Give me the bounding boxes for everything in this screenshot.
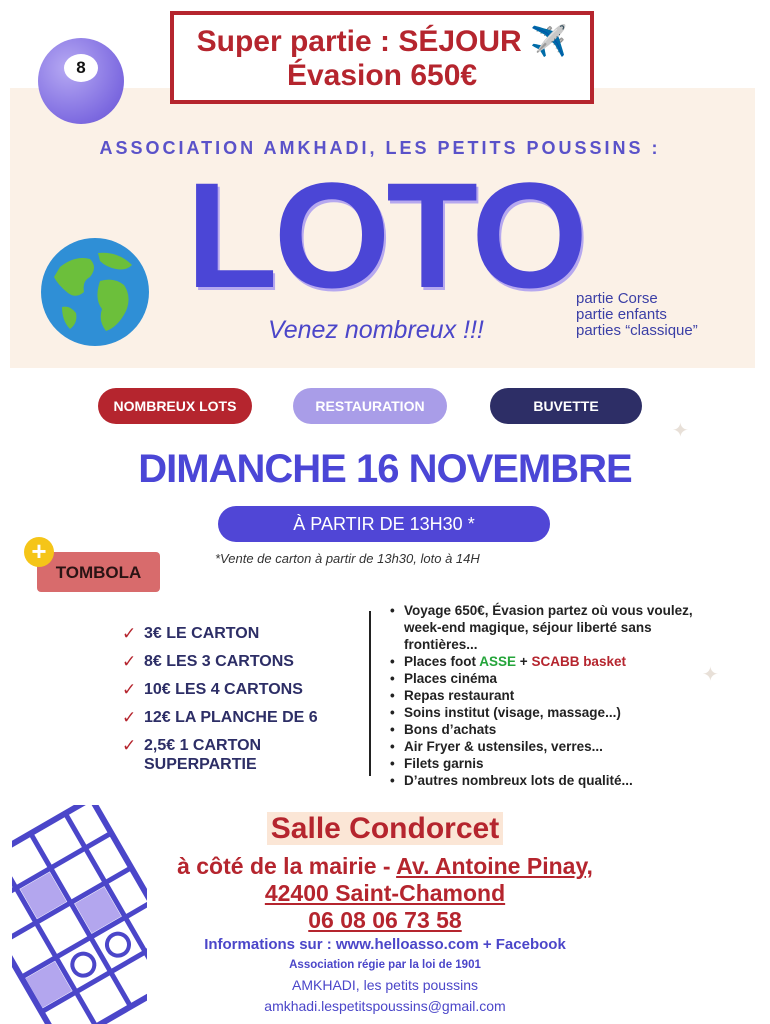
legal-line: Association régie par la loi de 1901 — [289, 959, 481, 971]
check-icon: ✓ — [122, 624, 137, 643]
organizer-name: AMKHADI, les petits poussins — [292, 977, 478, 993]
venue-label: Salle Condorcet — [267, 812, 503, 845]
list-item: • Filets garnis — [390, 755, 720, 772]
lots-list — [390, 602, 720, 789]
price-text: 10€ LES 4 CARTONS — [144, 681, 303, 698]
address-prefix: à côté de la mairie - — [177, 853, 397, 879]
venue-name — [0, 812, 770, 846]
list-item: • Soins institut (visage, massage...) — [390, 704, 720, 721]
venue-address — [0, 853, 770, 934]
sparkle-icon: ✦ — [672, 420, 689, 442]
plus-icon: + — [24, 537, 54, 567]
price-item — [122, 652, 352, 671]
partie-item: partie Corse — [576, 290, 658, 307]
info-line: Informations sur : www.helloasso.com + Facebook — [204, 936, 566, 953]
slogan: Venez nombreux !!! — [268, 316, 484, 344]
list-item: • Places foot ASSE + SCABB basket — [390, 653, 720, 670]
list-item: • Repas restaurant — [390, 687, 720, 704]
asse-label: ASSE — [479, 654, 517, 669]
pill-restauration: RESTAURATION — [293, 388, 447, 424]
price-item — [122, 708, 352, 727]
partie-item: parties “classique” — [576, 322, 698, 339]
price-text: 2,5€ 1 CARTON SUPERPARTIE — [144, 737, 262, 773]
super-partie-line2: Évasion 650€ — [286, 59, 478, 92]
pill-nombreux-lots: NOMBREUX LOTS — [98, 388, 252, 424]
divider — [369, 611, 371, 776]
price-text: 12€ LA PLANCHE DE 6 — [144, 709, 318, 726]
list-item: • Air Fryer & ustensiles, verres... — [390, 738, 720, 755]
list-item: • Voyage 650€, Évasion partez où vous voulez, week-end magique, séjour liberté sans frontières... — [390, 602, 720, 653]
phone-link[interactable]: 06 08 06 73 58 — [308, 907, 462, 933]
ball-number: 8 — [64, 54, 98, 82]
event-date: DIMANCHE 16 NOVEMBRE — [138, 447, 632, 491]
sparkle-icon: ✦ — [702, 664, 719, 686]
check-icon: ✓ — [122, 680, 137, 699]
price-item — [122, 680, 352, 699]
price-list — [122, 624, 352, 783]
price-item — [122, 736, 352, 774]
price-text: 3€ LE CARTON — [144, 625, 260, 642]
price-text: 8€ LES 3 CARTONS — [144, 653, 294, 670]
tombola-badge: TOMBOLA — [37, 552, 160, 592]
parties-list — [576, 291, 698, 339]
scabb-label: SCABB basket — [531, 654, 626, 669]
pill-buvette: BUVETTE — [490, 388, 642, 424]
check-icon: ✓ — [122, 652, 137, 671]
list-item: • Places cinéma — [390, 670, 720, 687]
check-icon: ✓ — [122, 736, 137, 755]
globe-icon — [40, 237, 150, 347]
check-icon: ✓ — [122, 708, 137, 727]
list-item: • D’autres nombreux lots de qualité... — [390, 772, 720, 789]
address-city-link[interactable]: 42400 Saint-Chamond — [264, 880, 506, 906]
partie-item: partie enfants — [576, 306, 667, 323]
page-title: LOTO — [186, 151, 584, 319]
association-heading: ASSOCIATION AMKHADI, LES PETITS POUSSINS : — [99, 138, 661, 158]
super-partie-box — [170, 11, 594, 104]
sale-note: *Vente de carton à partir de 13h30, loto à 14H — [215, 551, 480, 566]
contact-email[interactable]: amkhadi.lespetitspoussins@gmail.com — [264, 998, 506, 1014]
address-street-link[interactable]: Av. Antoine Pinay, — [396, 853, 593, 879]
super-partie-line1: Super partie : SÉJOUR ✈️ — [196, 25, 568, 58]
start-time-badge: À PARTIR DE 13H30 * — [218, 506, 550, 542]
price-item — [122, 624, 352, 643]
list-item: • Bons d’achats — [390, 721, 720, 738]
